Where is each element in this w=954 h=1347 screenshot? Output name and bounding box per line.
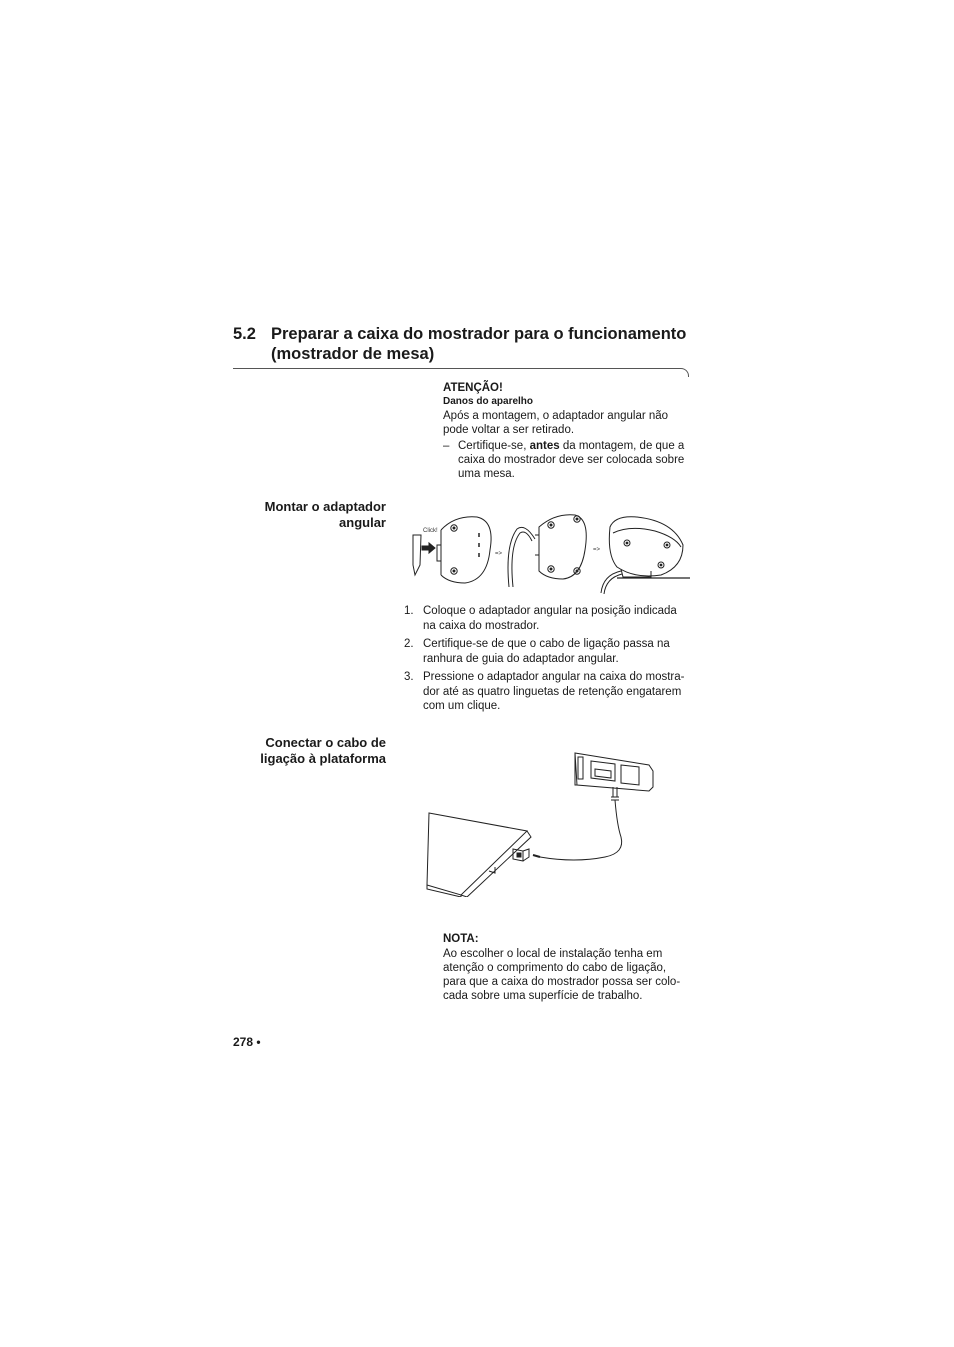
note-heading: NOTA: xyxy=(443,933,479,945)
note-line4: cada sobre uma superfície de trabalho. xyxy=(443,990,643,1002)
angle-adapter-figure xyxy=(405,505,695,600)
section-title-line1: Preparar a caixa do mostrador para o funcionamento xyxy=(271,325,687,343)
warning-dash: – xyxy=(443,440,450,452)
step-2-line1: Certifique-se de que o cabo de ligação passa na xyxy=(423,638,670,650)
cable xyxy=(540,800,622,860)
display-housing xyxy=(575,753,653,800)
step-1-number: 1. xyxy=(404,605,414,617)
step-3-line1: Pressione o adaptador angular na caixa do mostra- xyxy=(423,671,685,683)
warning-bullet-pre: Certifique-se, xyxy=(458,440,530,452)
connect-heading xyxy=(200,735,386,767)
push-arrow-icon xyxy=(422,543,435,553)
step-3-line3: com um clique. xyxy=(423,700,501,712)
note-line1: Ao escolher o local de instalação tenha em xyxy=(443,948,663,960)
mount-heading-line1: Montar o adaptador xyxy=(264,499,386,514)
warning-bullet-post: da montagem, de que a xyxy=(559,440,685,452)
warning-bullet-line3: uma mesa. xyxy=(458,468,515,480)
mount-heading xyxy=(200,499,386,531)
arrow-label-2: => xyxy=(593,547,601,553)
warning-block xyxy=(443,381,693,481)
mount-heading-line2: angular xyxy=(339,515,386,530)
figure-step3 xyxy=(601,517,690,594)
connect-heading-line2: ligação à plataforma xyxy=(260,751,386,766)
section-title-line2: (mostrador de mesa) xyxy=(271,345,435,363)
step-3-line2: dor até as quatro linguetas de retenção engatarem xyxy=(423,685,682,698)
section-rule xyxy=(233,368,681,369)
figure-step1 xyxy=(413,517,491,583)
warning-bullet-bold: antes xyxy=(529,440,560,452)
section-rule-corner xyxy=(680,368,689,377)
section-number: 5.2 xyxy=(233,325,256,343)
warning-text-line2: pode voltar a ser retirado. xyxy=(443,424,575,436)
step-3 xyxy=(404,670,694,714)
step-1 xyxy=(404,604,694,633)
warning-subheading: Danos do aparelho xyxy=(443,396,534,407)
step-2-line2: ranhura de guia do adaptador angular. xyxy=(423,652,619,665)
page-number: 278 • xyxy=(233,1035,261,1049)
note-line2: atenção o comprimento do cabo de ligação, xyxy=(443,962,667,974)
platform-connection-figure xyxy=(425,745,660,897)
click-label: Click! xyxy=(423,528,438,534)
note-line3: para que a caixa do mostrador possa ser colo- xyxy=(443,976,681,988)
connect-heading-line1: Conectar o cabo de xyxy=(265,735,386,750)
step-1-line2: na caixa do mostrador. xyxy=(423,619,540,632)
arrow-label-1: => xyxy=(495,551,503,557)
step-2 xyxy=(404,637,694,666)
platform xyxy=(427,813,531,897)
note-block xyxy=(443,932,695,1003)
section-title-text xyxy=(271,324,731,364)
warning-text-line1: Após a montagem, o adaptador angular não xyxy=(443,410,669,422)
warning-bullet-line2: caixa do mostrador deve ser colocada sobre xyxy=(458,454,685,466)
step-1-line1: Coloque o adaptador angular na posição indicada xyxy=(423,605,677,617)
step-3-number: 3. xyxy=(404,671,414,683)
figure-step2 xyxy=(508,515,586,587)
warning-heading: ATENÇÃO! xyxy=(443,382,503,394)
step-2-number: 2. xyxy=(404,638,414,650)
warning-bullet xyxy=(443,439,693,481)
mount-steps xyxy=(404,604,694,718)
